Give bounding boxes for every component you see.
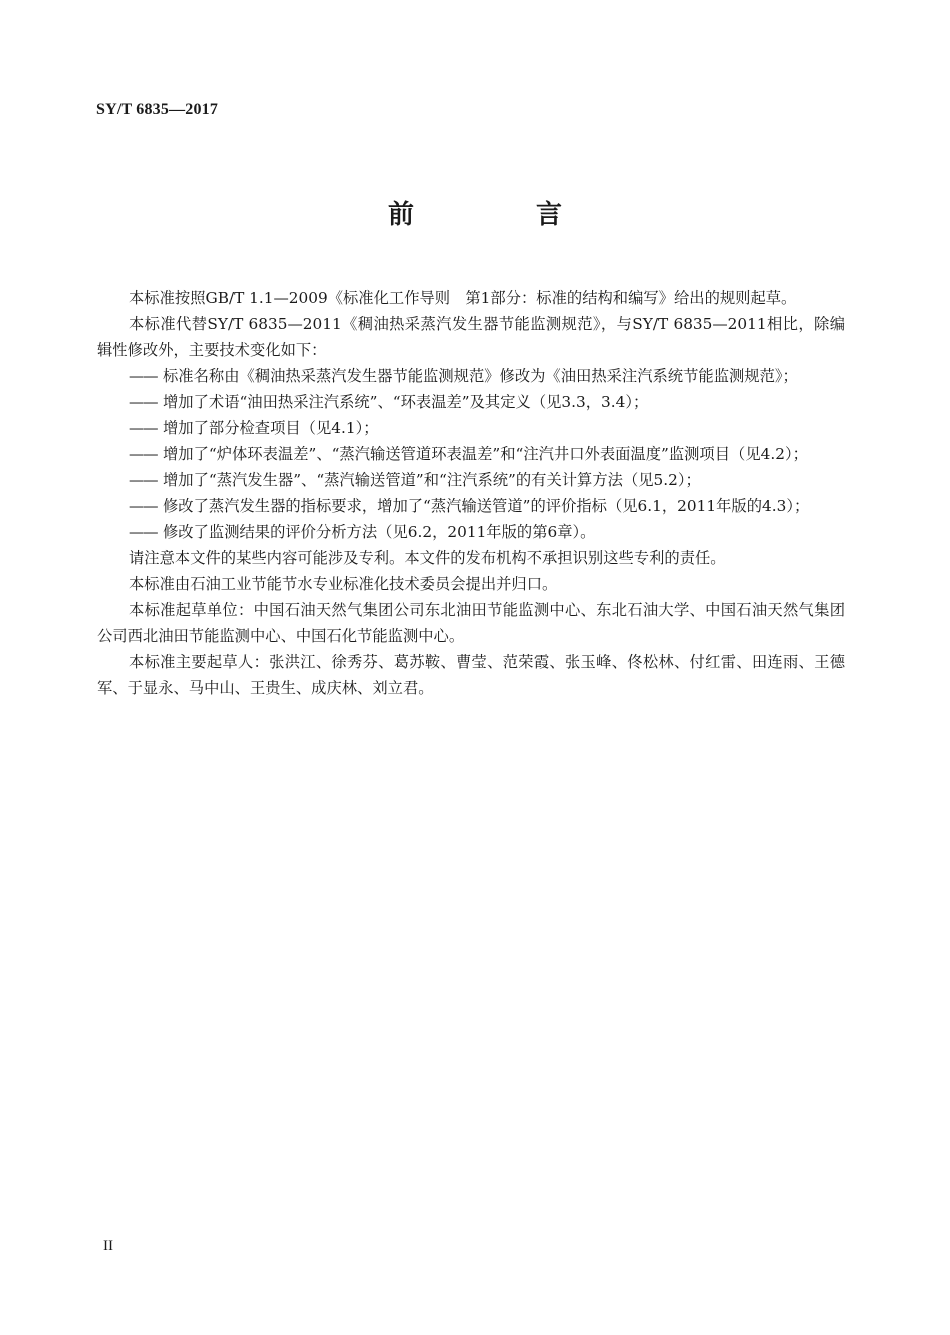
change-text: 增加了术语“油田热采注汽系统”、“环表温差”及其定义（见3.3，3.4）； [163, 393, 649, 411]
page-number: II [103, 1238, 113, 1254]
paragraph-drafters: 本标准主要起草人：张洪江、徐秀芬、葛苏鞍、曹莹、范荣霞、张玉峰、佟松林、付红雷、田连雨、王德军、于显永、马中山、王贵生、成庆林、刘立君。 [97, 653, 845, 697]
paragraph-drafting-rules: 本标准按照GB/T 1.1—2009《标准化工作导则 第1部分：标准的结构和编写》给出的规则起草。 [129, 289, 797, 307]
change-text: 修改了监测结果的评价分析方法（见6.2，2011年版的第6章）。 [163, 523, 596, 541]
paragraph-patent-notice: 请注意本文件的某些内容可能涉及专利。本文件的发布机构不承担识别这些专利的责任。 [129, 549, 726, 567]
change-text: 标准名称由《稠油热采蒸汽发生器节能监测规范》修改为《油田热采注汽系统节能监测规范》； [163, 367, 798, 385]
change-item [97, 363, 845, 389]
change-item [97, 415, 845, 441]
standard-code: SY/T 6835—2017 [96, 101, 219, 118]
change-item [97, 493, 845, 519]
change-item [97, 389, 845, 415]
dash-marker: —— [129, 471, 158, 489]
change-item [97, 519, 845, 545]
paragraph-proposer: 本标准由石油工业节能节水专业标准化技术委员会提出并归口。 [129, 575, 558, 593]
dash-marker: —— [129, 367, 158, 385]
change-text: 修改了蒸汽发生器的指标要求，增加了“蒸汽输送管道”的评价指标（见6.1，2011年版的4.3）； [163, 497, 810, 515]
dash-marker: —— [129, 523, 158, 541]
foreword-body [97, 285, 845, 701]
dash-marker: —— [129, 445, 158, 463]
change-item [97, 467, 845, 493]
change-text: 增加了“蒸汽发生器”、“蒸汽输送管道”和“注汽系统”的有关计算方法（见5.2）； [163, 471, 701, 489]
dash-marker: —— [129, 497, 158, 515]
paragraph-drafting-units: 本标准起草单位：中国石油天然气集团公司东北油田节能监测中心、东北石油大学、中国石油天然气集团公司西北油田节能监测中心、中国石化节能监测中心。 [97, 601, 845, 645]
change-text: 增加了部分检查项目（见4.1）； [163, 419, 379, 437]
page-title: 前 言 [387, 200, 610, 230]
change-item [97, 441, 845, 467]
dash-marker: —— [129, 419, 158, 437]
paragraph-replacement: 本标准代替SY/T 6835—2011《稠油热采蒸汽发生器节能监测规范》，与SY/T 6835—2011相比，除编辑性修改外，主要技术变化如下： [97, 315, 845, 359]
change-text: 增加了“炉体环表温差”、“蒸汽输送管道环表温差”和“注汽井口外表面温度”监测项目（见4.2）； [163, 445, 808, 463]
dash-marker: —— [129, 393, 158, 411]
